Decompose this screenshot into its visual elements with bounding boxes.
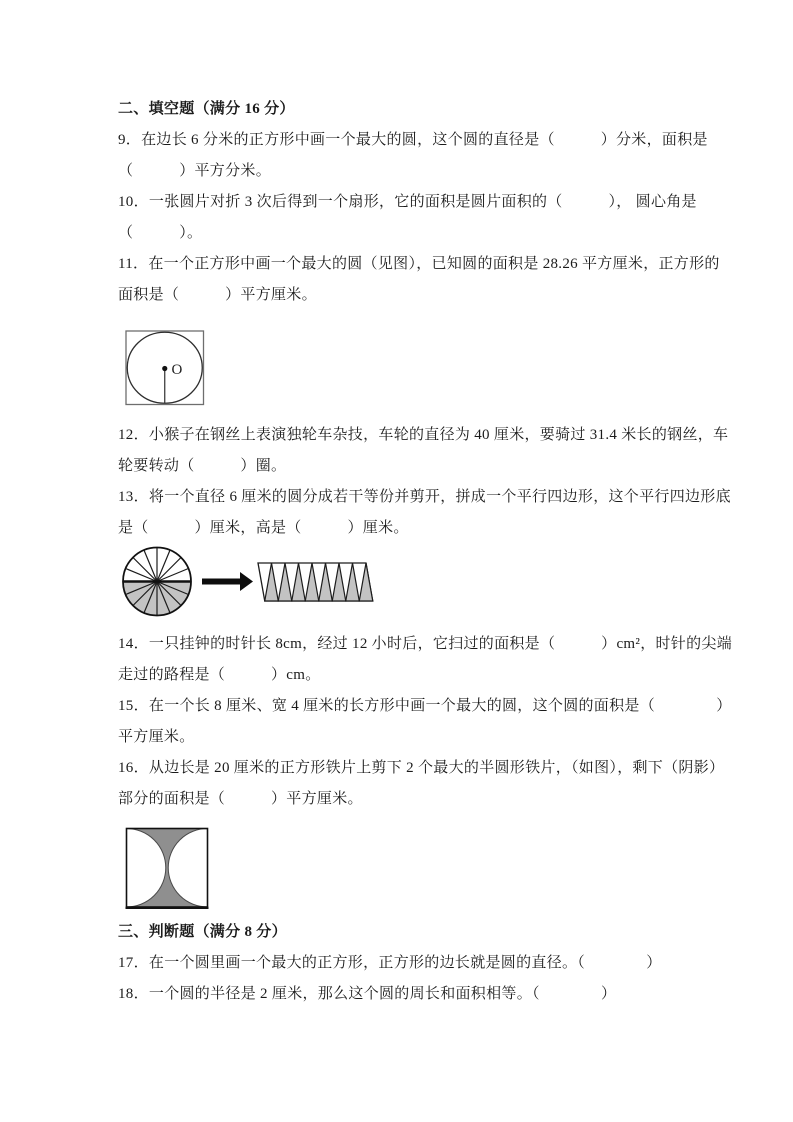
question-14-line-2: 走过的路程是（ ）cm。 [118,667,321,683]
square-semicircles-figure [125,827,209,909]
question-9-line-2: （ ）平方分米。 [118,163,272,179]
question-16-line-1: 16．从边长是 20 厘米的正方形铁片上剪下 2 个最大的半圆形铁片，（如图），剩下（阴影） [118,760,725,776]
center-label: O [171,362,183,378]
fill-section-title: 二、填空题（满分 16 分） [118,101,295,117]
question-10-line-1: 10．一张圆片对折 3 次后得到一个扇形，它的面积是圆片面积的（ ）， 圆心角是 [118,194,697,210]
question-12-line-2: 轮要转动（ ）圈。 [118,458,287,474]
question-15-line-2: 平方厘米。 [118,729,195,745]
question-17: 17．在一个圆里画一个最大的正方形，正方形的边长就是圆的直径。（ ） [118,955,662,971]
fill-in-blank-section [118,94,737,909]
question-18: 18．一个圆的半径是 2 厘米，那么这个圆的周长和面积相等。（ ） [118,986,617,1002]
judge-section-title: 三、判断题（满分 8 分） [118,924,287,940]
question-15-line-1: 15．在一个长 8 厘米、宽 4 厘米的长方形中画一个最大的圆，这个圆的面积是（ ） [118,698,732,714]
center-dot [162,366,167,371]
sector-rearrangement-figure [122,546,376,618]
judge-section [118,917,737,1010]
question-11-line-1: 11．在一个正方形中画一个最大的圆（见图），已知圆的面积是 28.26 平方厘米，正方形的 [118,256,720,272]
question-14-line-1: 14．一只挂钟的时针长 8cm，经过 12 小时后，它扫过的面积是（ ）cm²，时针的尖端 [118,636,733,652]
question-13-line-1: 13．将一个直径 6 厘米的圆分成若干等份并剪开，拼成一个平行四边形，这个平行四边形底 [118,489,731,505]
question-11-line-2: 面积是（ ）平方厘米。 [118,287,317,303]
question-12-line-1: 12．小猴子在钢丝上表演独轮车杂技，车轮的直径为 40 厘米，要骑过 31.4 米长的钢丝，车 [118,427,729,443]
question-10-line-2: （ ）。 [118,225,203,241]
question-16-line-2: 部分的面积是（ ）平方厘米。 [118,791,363,807]
arrow-icon [202,572,253,591]
inscribed-circle-figure [125,330,205,406]
question-9-line-1: 9．在边长 6 分米的正方形中画一个最大的圆，这个圆的直径是（ ）分米，面积是 [118,132,708,148]
question-13-line-2: 是（ ）厘米，高是（ ）厘米。 [118,520,409,536]
